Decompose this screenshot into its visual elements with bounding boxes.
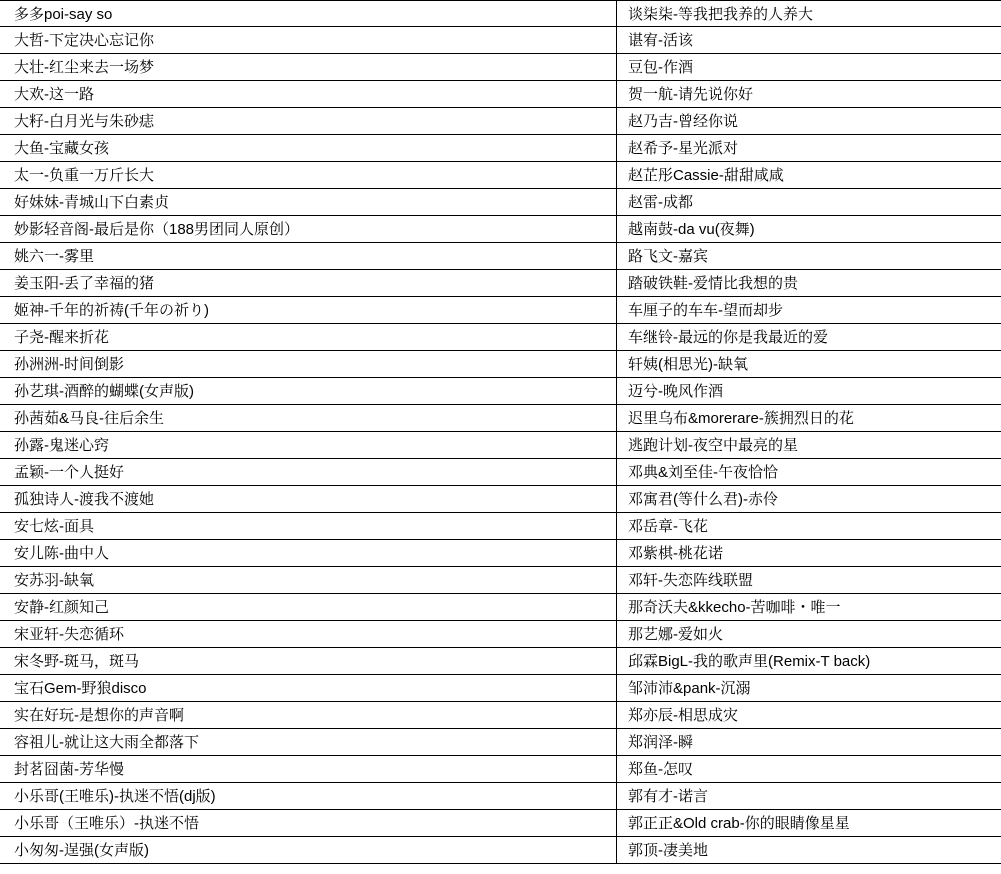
- list-item[interactable]: 赵雷-成都: [616, 189, 1001, 216]
- list-item[interactable]: 邱霖BigL-我的歌声里(Remix-T back): [616, 648, 1001, 675]
- list-item[interactable]: 谈柒柒-等我把我养的人养大: [616, 0, 1001, 27]
- song-list-column-right: [616, 0, 1001, 864]
- list-item[interactable]: 太一-负重一万斤长大: [0, 162, 616, 189]
- list-item[interactable]: 逃跑计划-夜空中最亮的星: [616, 432, 1001, 459]
- list-item[interactable]: 妙影轻音阁-最后是你（188男团同人原创）: [0, 216, 616, 243]
- list-item[interactable]: 迈兮-晚风作酒: [616, 378, 1001, 405]
- list-item[interactable]: 孟颖-一个人挺好: [0, 459, 616, 486]
- list-item[interactable]: 实在好玩-是想你的声音啊: [0, 702, 616, 729]
- list-item[interactable]: 邓岳章-飞花: [616, 513, 1001, 540]
- list-item[interactable]: 孙洲洲-时间倒影: [0, 351, 616, 378]
- list-item[interactable]: 车继铃-最远的你是我最近的爱: [616, 324, 1001, 351]
- list-item[interactable]: 贺一航-请先说你好: [616, 81, 1001, 108]
- list-item[interactable]: 郭正正&Old crab-你的眼睛像星星: [616, 810, 1001, 837]
- list-item[interactable]: 多多poi-say so: [0, 0, 616, 27]
- list-item[interactable]: 大壮-红尘来去一场梦: [0, 54, 616, 81]
- list-item[interactable]: 小匆匆-逞强(女声版): [0, 837, 616, 864]
- list-item[interactable]: 好妹妹-青城山下白素贞: [0, 189, 616, 216]
- list-item[interactable]: 邓典&刘至佳-午夜恰恰: [616, 459, 1001, 486]
- list-item[interactable]: 迟里乌布&morerare-簇拥烈日的花: [616, 405, 1001, 432]
- list-item[interactable]: 宋亚轩-失恋循环: [0, 621, 616, 648]
- list-item[interactable]: 孙艺琪-酒醉的蝴蝶(女声版): [0, 378, 616, 405]
- list-item[interactable]: 路飞文-嘉宾: [616, 243, 1001, 270]
- list-item[interactable]: 姚六一-雾里: [0, 243, 616, 270]
- list-item[interactable]: 车厘子的车车-望而却步: [616, 297, 1001, 324]
- list-item[interactable]: 孙茜茹&马良-往后余生: [0, 405, 616, 432]
- list-item[interactable]: 大鱼-宝藏女孩: [0, 135, 616, 162]
- list-item[interactable]: 安静-红颜知己: [0, 594, 616, 621]
- list-item[interactable]: 郭顶-凄美地: [616, 837, 1001, 864]
- list-item[interactable]: 子尧-醒来折花: [0, 324, 616, 351]
- list-item[interactable]: 赵希予-星光派对: [616, 135, 1001, 162]
- list-item[interactable]: 宝石Gem-野狼disco: [0, 675, 616, 702]
- list-item[interactable]: 大哲-下定决心忘记你: [0, 27, 616, 54]
- list-item[interactable]: 容祖儿-就让这大雨全都落下: [0, 729, 616, 756]
- list-item[interactable]: 姬神-千年的祈祷(千年の祈り): [0, 297, 616, 324]
- list-item[interactable]: 孤独诗人-渡我不渡她: [0, 486, 616, 513]
- list-item[interactable]: 赵乃吉-曾经你说: [616, 108, 1001, 135]
- list-item[interactable]: 那艺娜-爱如火: [616, 621, 1001, 648]
- list-item[interactable]: 郑润泽-瞬: [616, 729, 1001, 756]
- list-item[interactable]: 姜玉阳-丢了幸福的猪: [0, 270, 616, 297]
- list-item[interactable]: 那奇沃夫&kkecho-苦咖啡・唯一: [616, 594, 1001, 621]
- list-item[interactable]: 邓紫棋-桃花诺: [616, 540, 1001, 567]
- list-item[interactable]: 邓寓君(等什么君)-赤伶: [616, 486, 1001, 513]
- list-item[interactable]: 邓轩-失恋阵线联盟: [616, 567, 1001, 594]
- list-item[interactable]: 大籽-白月光与朱砂痣: [0, 108, 616, 135]
- list-item[interactable]: 赵芷彤Cassie-甜甜咸咸: [616, 162, 1001, 189]
- list-item[interactable]: 安苏羽-缺氧: [0, 567, 616, 594]
- list-item[interactable]: 孙露-鬼迷心窍: [0, 432, 616, 459]
- list-item[interactable]: 封茗囧菌-芳华慢: [0, 756, 616, 783]
- list-item[interactable]: 越南鼓-da vu(夜舞): [616, 216, 1001, 243]
- list-item[interactable]: 郭有才-诺言: [616, 783, 1001, 810]
- list-item[interactable]: 谌宥-活该: [616, 27, 1001, 54]
- list-item[interactable]: 大欢-这一路: [0, 81, 616, 108]
- list-item[interactable]: 郑亦辰-相思成灾: [616, 702, 1001, 729]
- list-item[interactable]: 豆包-作酒: [616, 54, 1001, 81]
- list-item[interactable]: 郑鱼-怎叹: [616, 756, 1001, 783]
- list-item[interactable]: 安儿陈-曲中人: [0, 540, 616, 567]
- list-item[interactable]: 轩姨(相思光)-缺氧: [616, 351, 1001, 378]
- list-item[interactable]: 小乐哥（王唯乐）-执迷不悟: [0, 810, 616, 837]
- list-item[interactable]: 宋冬野-斑马，斑马: [0, 648, 616, 675]
- list-item[interactable]: 踏破铁鞋-爱情比我想的贵: [616, 270, 1001, 297]
- list-item[interactable]: 安七炫-面具: [0, 513, 616, 540]
- list-item[interactable]: 小乐哥(王唯乐)-执迷不悟(dj版): [0, 783, 616, 810]
- list-item[interactable]: 邹沛沛&pank-沉溺: [616, 675, 1001, 702]
